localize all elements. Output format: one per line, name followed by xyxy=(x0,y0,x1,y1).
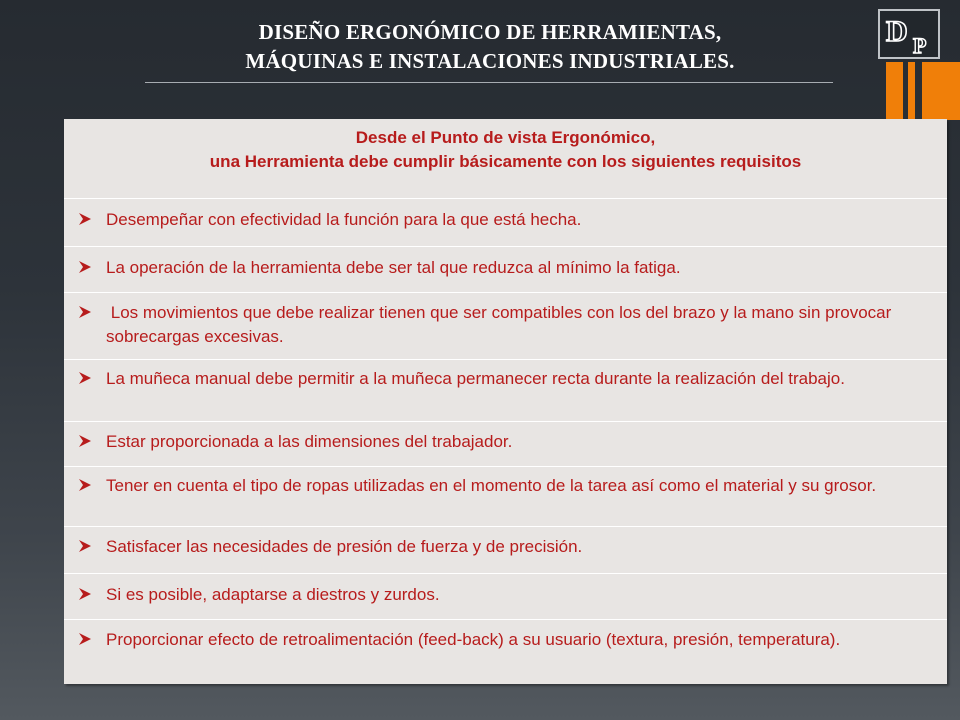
svg-text:D: D xyxy=(886,15,908,48)
arrow-bullet-icon xyxy=(78,539,92,553)
arrow-bullet-icon xyxy=(78,371,92,385)
dp-logo-icon xyxy=(878,9,940,59)
table-header xyxy=(64,119,947,199)
table-row xyxy=(64,620,947,684)
table-row xyxy=(64,574,947,620)
table-row xyxy=(64,293,947,360)
requirement-text: Si es posible, adaptarse a diestros y zurdos. xyxy=(106,585,440,604)
accent-bar-wide xyxy=(886,62,903,120)
table-header-line-1: Desde el Punto de vista Ergonómico, xyxy=(355,128,656,147)
accent-bar-thin xyxy=(908,62,915,120)
slide-title-line-1: DISEÑO ERGONÓMICO DE HERRAMIENTAS, xyxy=(258,20,722,44)
arrow-bullet-icon xyxy=(78,434,92,448)
arrow-bullet-icon xyxy=(78,478,92,492)
requirement-text: Los movimientos que debe realizar tienen que ser compatibles con los del brazo y la mano sin provocar sobrecargas excesivas. xyxy=(106,303,896,346)
arrow-bullet-icon xyxy=(78,305,92,319)
arrow-bullet-icon xyxy=(78,212,92,226)
requirement-text: La operación de la herramienta debe ser tal que reduzca al mínimo la fatiga. xyxy=(106,258,681,277)
arrow-bullet-icon xyxy=(78,260,92,274)
slide-title xyxy=(145,18,835,76)
accent-block xyxy=(922,62,960,120)
requirement-text: Proporcionar efecto de retroalimentación (feed-back) a su usuario (textura, presión, temperatura). xyxy=(106,630,841,649)
table-row xyxy=(64,422,947,467)
table-row xyxy=(64,360,947,422)
requirement-text: La muñeca manual debe permitir a la muñeca permanecer recta durante la realización del trabajo. xyxy=(106,369,845,388)
arrow-bullet-icon xyxy=(78,632,92,646)
table-row xyxy=(64,527,947,574)
table-header-line-2: una Herramienta debe cumplir básicamente con los siguientes requisitos xyxy=(209,152,802,171)
requirement-text: Satisfacer las necesidades de presión de fuerza y de precisión. xyxy=(106,537,583,556)
requirement-text: Tener en cuenta el tipo de ropas utilizadas en el momento de la tarea así como el material y su grosor. xyxy=(106,476,877,495)
title-underline xyxy=(145,82,833,83)
svg-text:P: P xyxy=(913,33,927,57)
table-row xyxy=(64,199,947,247)
table-row xyxy=(64,247,947,293)
arrow-bullet-icon xyxy=(78,587,92,601)
requirements-table xyxy=(64,119,947,684)
requirement-text: Desempeñar con efectividad la función para la que está hecha. xyxy=(106,210,582,229)
table-row xyxy=(64,467,947,527)
requirement-text: Estar proporcionada a las dimensiones del trabajador. xyxy=(106,432,513,451)
slide-title-line-2: MÁQUINAS E INSTALACIONES INDUSTRIALES. xyxy=(245,49,735,73)
